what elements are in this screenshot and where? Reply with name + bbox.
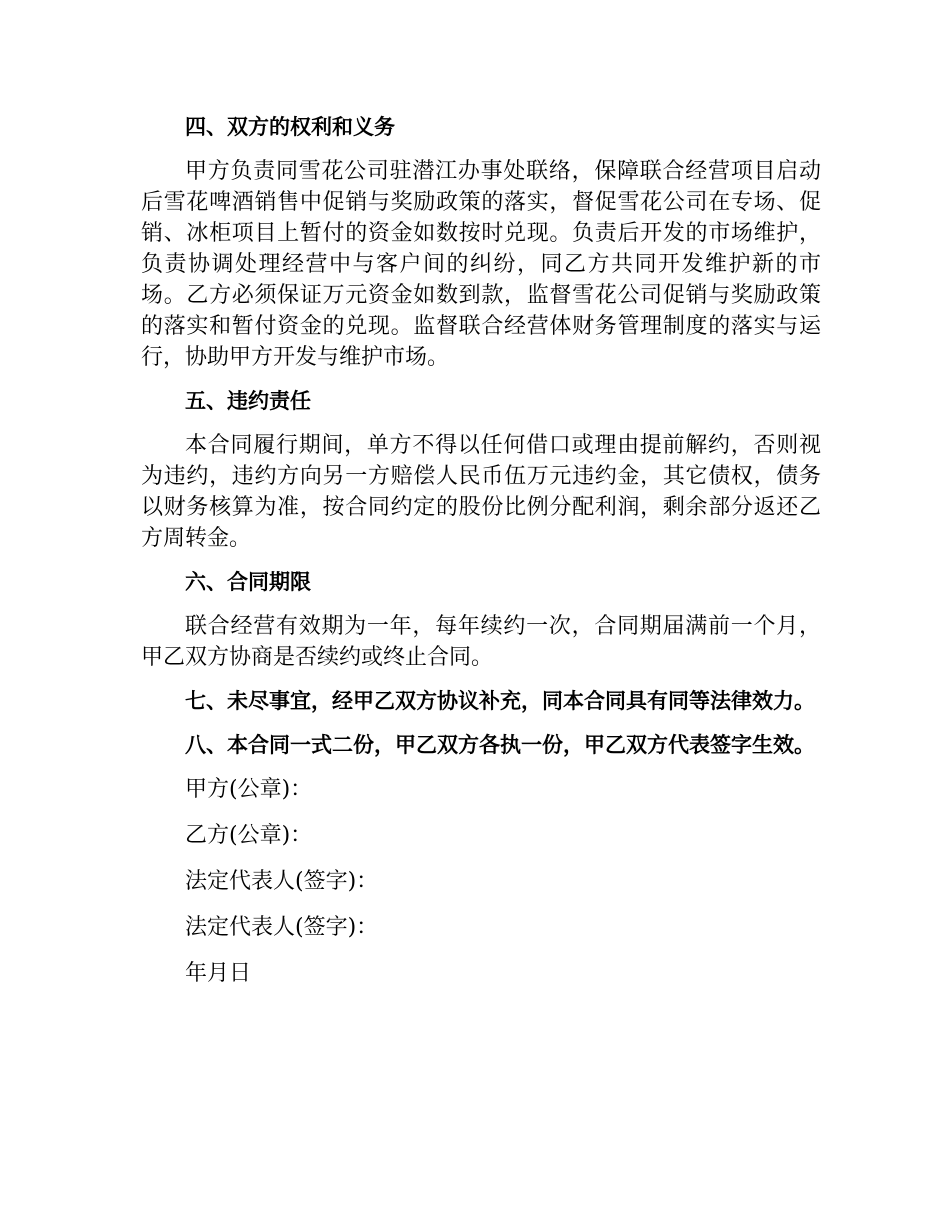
date-line: 年月日: [185, 961, 252, 986]
section-5-heading: 五、违约责任: [185, 389, 311, 413]
document-body: [141, 112, 821, 989]
legal-rep-b-signature-line: 法定代表人(签字)：: [185, 915, 379, 940]
party-a-seal-line: 甲方(公章)：: [185, 777, 313, 802]
section-5-body: 本合同履行期间，单方不得以任何借口或理由提前解约，否则视为违约，违约方向另一方赔偿人民币伍万元违约金，其它债权，债务以财务核算为准，按合同约定的股份比例分配利润，剩余部分返还乙方周转金。: [141, 433, 821, 551]
section-4-body: 甲方负责同雪花公司驻潜江办事处联络，保障联合经营项目启动后雪花啤酒销售中促销与奖励政策的落实，督促雪花公司在专场、促销、冰柜项目上暂付的资金如数按时兑现。负责后开发的市场维护，负责协调处理经营中与客户间的纠纷，同乙方共同开发维护新的市场。乙方必须保证万元资金如数到款，监督雪花公司促销与奖励政策的落实和暂付资金的兑现。监督联合经营体财务管理制度的落实与运行，协助甲方开发与维护市场。: [141, 159, 821, 370]
legal-rep-a-signature-line: 法定代表人(签字)：: [185, 869, 379, 894]
section-6-body: 联合经营有效期为一年，每年续约一次，合同期届满前一个月，甲乙双方协商是否续约或终止合同。: [141, 614, 821, 670]
section-6-heading: 六、合同期限: [185, 570, 311, 594]
section-8-heading: 八、本合同一式二份，甲乙双方各执一份，甲乙双方代表签字生效。: [185, 733, 815, 757]
party-b-seal-line: 乙方(公章)：: [185, 823, 313, 848]
section-7-heading: 七、未尽事宜，经甲乙双方协议补充，同本合同具有同等法律效力。: [185, 689, 815, 713]
section-4-heading: 四、双方的权利和义务: [185, 115, 395, 139]
